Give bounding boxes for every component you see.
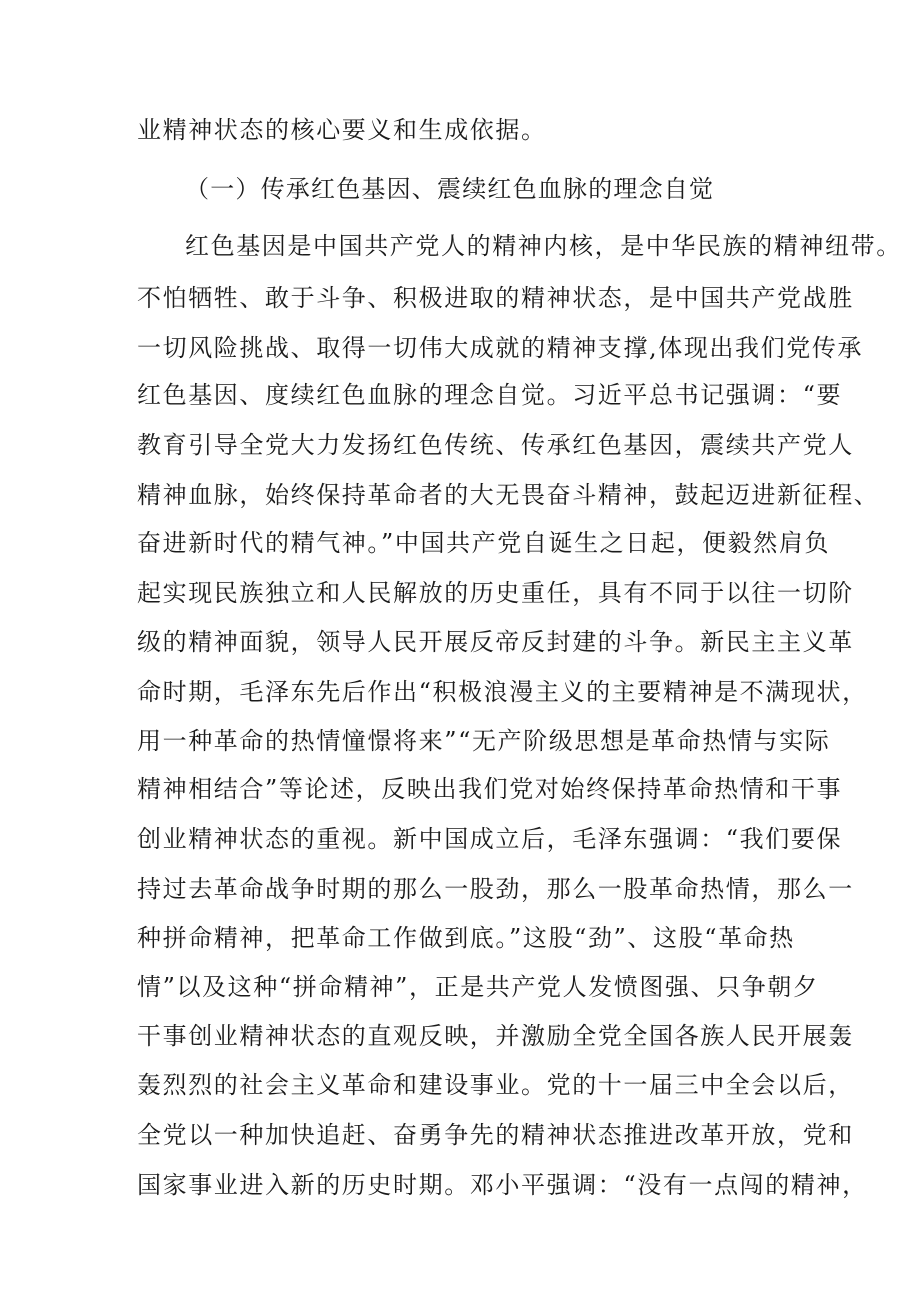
body-line: 红色基因是中国共产党人的精神内核，是中华民族的精神纽带。 [185, 232, 902, 260]
body-line: 不怕牺牲、敢于斗争、积极进取的精神状态，是中国共产党战胜 [137, 284, 854, 312]
body-line: 国家事业进入新的历史时期。邓小平强调：“没有一点闯的精神， [137, 1171, 868, 1199]
body-line: 一切风险挑战、取得一切伟大成就的精神支撑,体现出我们党传承 [137, 334, 864, 362]
body-line: 精神血脉，始终保持革命者的大无畏奋斗精神，鼓起迈进新征程、 [137, 481, 880, 509]
body-line: 奋进新时代的精气神。”中国共产党自诞生之日起，便毅然肩负 [137, 529, 831, 557]
section-heading: （一）传承红色基因、震续红色血脉的理念自觉 [185, 175, 715, 203]
body-line: 用一种革命的热情憧憬将来”“无产阶级思想是革命热情与实际 [137, 727, 831, 755]
body-line: 情”以及这种“拼命精神”，正是共产党人发愤图强、只争朝夕 [137, 973, 819, 1001]
body-line: 教育引导全党大力发扬红色传统、传承红色基因，震续共产党人 [137, 431, 854, 459]
body-line: 持过去革命战争时期的那么一股劲，那么一股革命热情，那么一 [137, 875, 854, 903]
body-line: 种拼命精神，把革命工作做到底。”这股“劲”、这股“革命热 [137, 924, 795, 952]
body-line: 业精神状态的核心要义和生成依据。 [137, 116, 547, 144]
body-line: 级的精神面貌，领导人民开展反帝反封建的斗争。新民主主义革 [137, 628, 854, 656]
body-line: 创业精神状态的重视。新中国成立后，毛泽东强调：“我们要保 [137, 825, 843, 853]
body-line: 精神相结合”等论述，反映出我们党对始终保持革命热情和干事 [137, 775, 843, 803]
body-line: 干事创业精神状态的直观反映，并激励全党全国各族人民开展轰 [137, 1022, 854, 1050]
body-line: 轰烈烈的社会主义革命和建设事业。党的十一届三中全会以后， [137, 1071, 854, 1099]
body-line: 起实现民族独立和人民解放的历史重任，具有不同于以往一切阶 [137, 579, 854, 607]
body-line: 红色基因、度续红色血脉的理念自觉。习近平总书记强调：“要 [137, 381, 843, 409]
body-line: 全党以一种加快追赶、奋勇争先的精神状态推进改革开放，党和 [137, 1121, 854, 1149]
body-line: 命时期，毛泽东先后作出“积极浪漫主义的主要精神是不满现状， [137, 678, 868, 706]
